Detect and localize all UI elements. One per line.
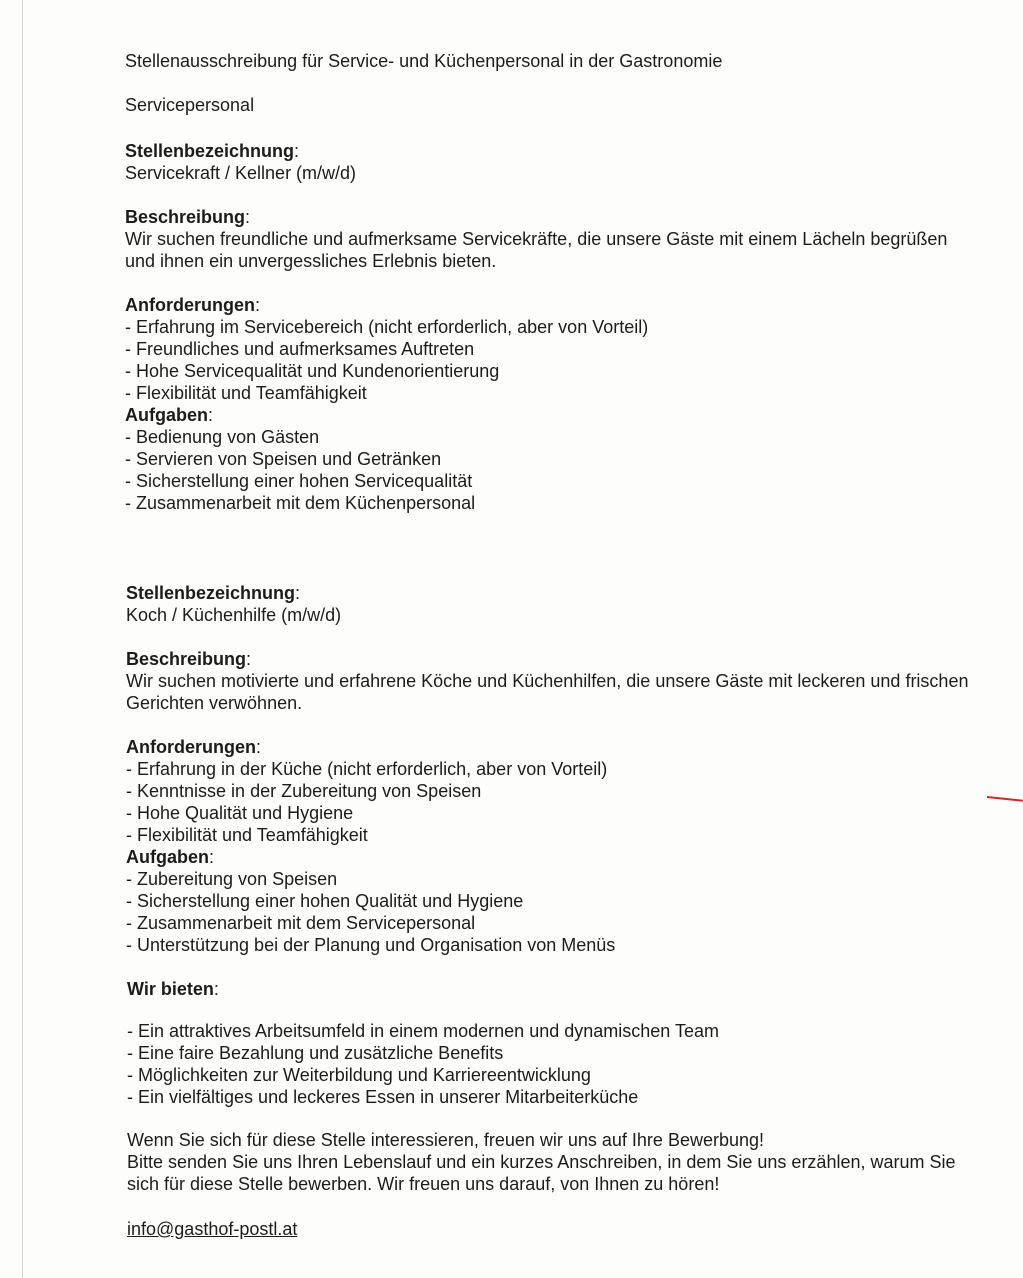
offer-label: Wir bieten (127, 979, 214, 999)
list-item: - Zusammenarbeit mit dem Küchenpersonal (125, 493, 476, 513)
closing-line-2: Bitte senden Sie uns Ihren Lebenslauf und ein kurzes Anschreiben, in dem Sie uns erzählen, warum Sie sich für diese Stelle bewerben. Wir freuen uns darauf, von Ihnen zu hören! (127, 1152, 956, 1194)
offer-heading (127, 978, 219, 1000)
list-item: - Zusammenarbeit mit dem Servicepersonal (126, 913, 476, 933)
colon: : (295, 583, 301, 603)
list-item: - Erfahrung in der Küche (nicht erforderlich, aber von Vorteil) (126, 759, 608, 779)
list-item: - Erfahrung im Servicebereich (nicht erforderlich, aber von Vorteil) (125, 317, 649, 337)
list-item: - Flexibilität und Teamfähigkeit (126, 825, 368, 845)
kitchen-job-title-label: Stellenbezeichnung (126, 583, 296, 603)
service-description-label: Beschreibung (125, 207, 246, 227)
list-item: - Hohe Qualität und Hygiene (126, 803, 354, 823)
list-item: - Eine faire Bezahlung und zusätzliche Benefits (127, 1043, 504, 1063)
section-heading-service: Servicepersonal (125, 95, 255, 115)
list-item: - Kenntnisse in der Zubereitung von Speisen (126, 781, 482, 801)
colon: : (246, 649, 252, 669)
service-description-block (125, 206, 955, 272)
colon: : (294, 141, 300, 161)
contact-email-line (127, 1218, 297, 1240)
colon: : (208, 405, 214, 425)
colon: : (213, 979, 219, 999)
kitchen-description-block (126, 648, 996, 714)
list-item: - Unterstützung bei der Planung und Organisation von Menüs (126, 935, 616, 955)
list-item: - Hohe Servicequalität und Kundenorientierung (125, 361, 500, 381)
colon: : (245, 207, 251, 227)
colon: : (209, 847, 215, 867)
offer-list (127, 1020, 719, 1108)
service-job-title: Servicekraft / Kellner (m/w/d) (125, 163, 357, 183)
colon: : (256, 737, 262, 757)
service-tasks-label: Aufgaben (125, 405, 208, 425)
kitchen-tasks-block (126, 846, 615, 956)
document-title: Stellenausschreibung für Service- und Küchenpersonal in der Gastronomie (125, 51, 723, 71)
kitchen-description: Wir suchen motivierte und erfahrene Köche und Küchenhilfen, die unsere Gäste mit leckeren und frischen Gerichten verwöhnen. (126, 671, 969, 713)
service-tasks-block (125, 404, 475, 514)
list-item: - Flexibilität und Teamfähigkeit (125, 383, 367, 403)
closing-line-1: Wenn Sie sich für diese Stelle interessieren, freuen wir uns auf Ihre Bewerbung! (127, 1130, 765, 1150)
kitchen-requirements-label: Anforderungen (126, 737, 256, 757)
list-item: - Ein attraktives Arbeitsumfeld in einem modernen und dynamischen Team (127, 1021, 719, 1041)
list-item: - Möglichkeiten zur Weiterbildung und Karriereentwicklung (127, 1065, 591, 1085)
service-requirements-block (125, 294, 648, 404)
closing-block (127, 1129, 957, 1195)
kitchen-requirements-block (126, 736, 607, 846)
kitchen-job-title: Koch / Küchenhilfe (m/w/d) (126, 605, 342, 625)
kitchen-job-title-block (126, 582, 341, 626)
list-item: - Bedienung von Gästen (125, 427, 320, 447)
kitchen-tasks-label: Aufgaben (126, 847, 209, 867)
list-item: - Freundliches und aufmerksames Auftreten (125, 339, 475, 359)
service-job-title-label: Stellenbezeichnung (125, 141, 295, 161)
service-job-title-block (125, 140, 356, 184)
list-item: - Ein vielfältiges und leckeres Essen in unserer Mitarbeiterküche (127, 1087, 639, 1107)
list-item: - Zubereitung von Speisen (126, 869, 338, 889)
colon: : (255, 295, 261, 315)
service-description: Wir suchen freundliche und aufmerksame Servicekräfte, die unsere Gäste mit einem Lächeln begrüßen und ihnen ein unvergessliches Erlebnis bieten. (125, 229, 948, 271)
list-item: - Sicherstellung einer hohen Servicequalität (125, 471, 473, 491)
list-item: - Sicherstellung einer hohen Qualität und Hygiene (126, 891, 524, 911)
service-requirements-label: Anforderungen (125, 295, 255, 315)
contact-email-link[interactable]: info@gasthof-postl.at (127, 1219, 298, 1239)
list-item: - Servieren von Speisen und Getränken (125, 449, 442, 469)
kitchen-description-label: Beschreibung (126, 649, 247, 669)
